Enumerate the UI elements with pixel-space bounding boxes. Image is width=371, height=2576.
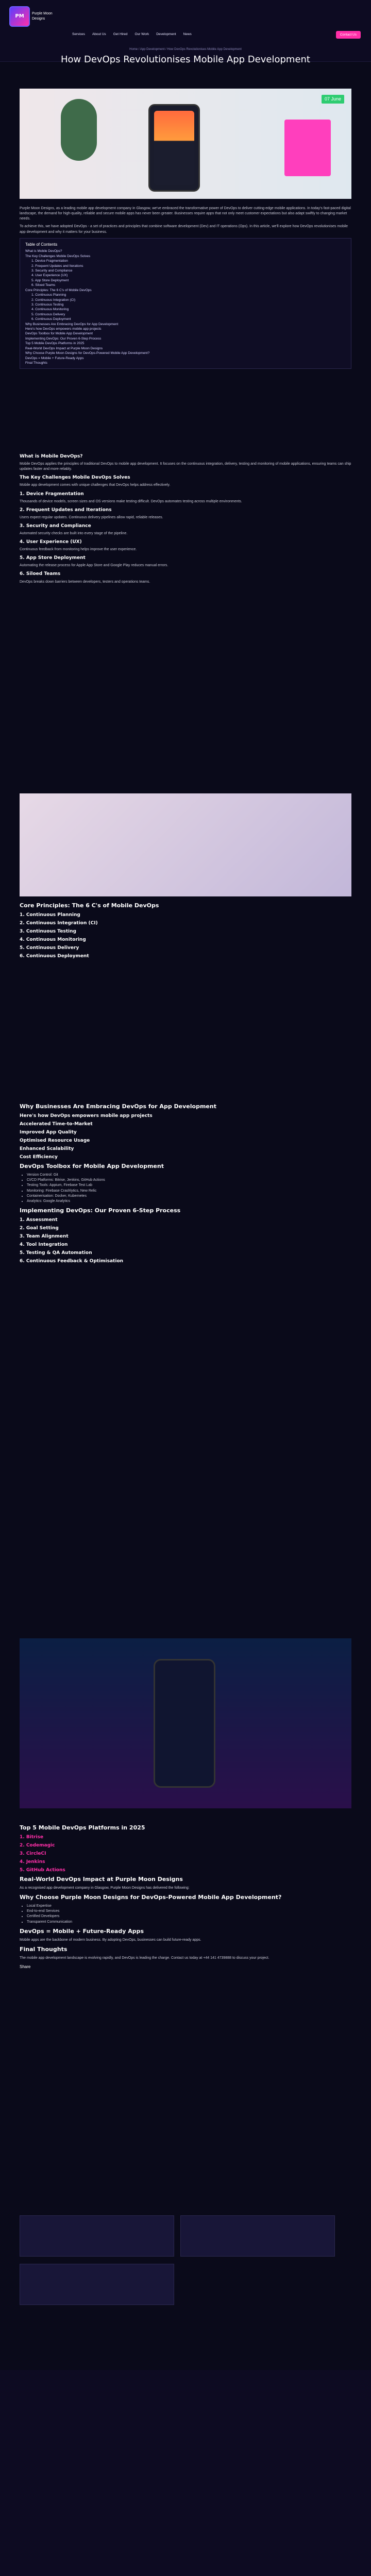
share-label: Share bbox=[20, 1964, 31, 1969]
toc-item[interactable]: 4. Continuous Monitoring bbox=[31, 308, 69, 312]
principles-section bbox=[20, 793, 351, 961]
reason-item: • End-to-end Services bbox=[27, 1909, 351, 1914]
toc-item[interactable]: 6. Continuous Deployment bbox=[31, 317, 71, 321]
intro bbox=[20, 206, 351, 372]
toc-item[interactable]: DevOps = Mobile + Future-Ready Apps bbox=[25, 356, 84, 360]
body-paragraph: Mobile DevOps applies the principles of traditional DevOps to mobile app development. It focuses on the continuous integration, delivery, testing and monitoring of mobile applications, ensuring teams can ship updates faster and more reliably. bbox=[20, 462, 351, 471]
devops-illustration bbox=[20, 793, 351, 896]
benefit-heading: Improved App Quality bbox=[20, 1130, 77, 1136]
toc-item[interactable]: DevOps Toolbox for Mobile App Development bbox=[25, 332, 93, 336]
contact-button[interactable]: Contact Us bbox=[336, 31, 361, 39]
benefit-heading: Enhanced Scalability bbox=[20, 1146, 74, 1152]
platform-link[interactable]: 1. Bitrise bbox=[20, 1834, 44, 1840]
benefit-heading: Cost Efficiency bbox=[20, 1155, 58, 1160]
logo[interactable]: PM bbox=[9, 6, 30, 27]
pink-card-illustration bbox=[284, 120, 331, 176]
section-heading: 4. User Experience (UX) bbox=[20, 539, 82, 545]
tool-item: • Analytics: Google Analytics bbox=[27, 1199, 351, 1204]
related-card[interactable] bbox=[20, 2215, 174, 2257]
section-heading: 6. Siloed Teams bbox=[20, 571, 61, 577]
body-paragraph: As a recognised app development company in Glasgow, Purple Moon Designs has delivered the following: bbox=[20, 1886, 190, 1890]
process-step: 3. Team Alignment bbox=[20, 1234, 69, 1240]
section-heading: The Key Challenges Mobile DevOps Solves bbox=[20, 475, 130, 481]
section-heading: What is Mobile DevOps? bbox=[20, 454, 83, 459]
process-step: 4. Tool Integration bbox=[20, 1242, 68, 1248]
phone-illustration bbox=[148, 104, 200, 192]
principle-heading: 4. Continuous Monitoring bbox=[20, 937, 86, 943]
process-step: 1. Assessment bbox=[20, 1217, 58, 1223]
body-paragraph: Mobile apps are the backbone of modern business. By adopting DevOps, businesses can build future-ready apps. bbox=[20, 1938, 201, 1942]
section-heading: DevOps Toolbox for Mobile App Development bbox=[20, 1163, 164, 1170]
nav-item-work[interactable]: Our Work bbox=[134, 32, 149, 36]
principle-heading: 5. Continuous Delivery bbox=[20, 945, 79, 951]
body-paragraph: The mobile app development landscape is evolving rapidly, and DevOps is leading the charge. Contact us today at +44 141 4739888 to discuss your project. bbox=[20, 1956, 269, 1960]
benefit-heading: Accelerated Time-to-Market bbox=[20, 1121, 93, 1127]
body-paragraph: Automating the release process for Apple App Store and Google Play reduces manual errors. bbox=[20, 564, 168, 568]
tool-item: • Testing Tools: Appium, Firebase Test Lab bbox=[27, 1183, 351, 1188]
site-header bbox=[0, 0, 371, 65]
principle-heading: 6. Continuous Deployment bbox=[20, 954, 89, 959]
intro-paragraph: To achieve this, we have adopted DevOps - a set of practices and principles that combine software development (Dev) and IT operations (Ops). In this article, we'll explore how DevOps revolutionises mobile app development and why it matters for your business. bbox=[20, 225, 348, 234]
tool-item: • Monitoring: Firebase Crashlytics, New Relic bbox=[27, 1189, 351, 1194]
principle-heading: 3. Continuous Testing bbox=[20, 929, 76, 935]
toc-item[interactable]: What is Mobile DevOps? bbox=[25, 249, 62, 253]
section-heading: 2. Frequent Updates and Iterations bbox=[20, 507, 112, 513]
section-heading: 3. Security and Compliance bbox=[20, 523, 91, 529]
section-heading: Top 5 Mobile DevOps Platforms in 2025 bbox=[20, 1824, 145, 1831]
site-footer bbox=[0, 2370, 371, 2576]
section-heading: Real-World DevOps Impact at Purple Moon Designs bbox=[20, 1876, 183, 1883]
toc-item[interactable]: 2. Continuous Integration (CI) bbox=[31, 298, 76, 302]
toc-item[interactable]: Final Thoughts bbox=[25, 361, 47, 365]
section-heading: 5. App Store Deployment bbox=[20, 555, 86, 561]
section-subheading: Here's how DevOps empowers mobile app projects bbox=[20, 1113, 153, 1118]
body-paragraph: Users expect regular updates. Continuous delivery pipelines allow rapid, reliable releases. bbox=[20, 515, 163, 519]
toc-item[interactable]: 5. Continuous Delivery bbox=[31, 312, 65, 316]
toc-item[interactable]: The Key Challenges Mobile DevOps Solves bbox=[25, 254, 91, 258]
section-heading: Why Businesses Are Embracing DevOps for App Development bbox=[20, 1103, 216, 1110]
section-heading: 1. Device Fragmentation bbox=[20, 491, 84, 497]
section-heading: Why Choose Purple Moon Designs for DevOps-Powered Mobile App Development? bbox=[20, 1894, 282, 1901]
toc-item[interactable]: Here's how DevOps empowers mobile app projects bbox=[25, 327, 102, 331]
toc-item[interactable]: 3. Security and Compliance bbox=[31, 268, 73, 273]
date-badge: 07 June bbox=[322, 95, 344, 104]
ui-ux-illustration bbox=[20, 1638, 351, 1808]
toc-item[interactable]: 1. Continuous Planning bbox=[31, 293, 66, 297]
body-paragraph: Continuous feedback from monitoring helps improve the user experience. bbox=[20, 548, 137, 552]
body-paragraph: DevOps breaks down barriers between developers, testers and operations teams. bbox=[20, 580, 150, 584]
toc-item[interactable]: Why Businesses Are Embracing DevOps for App Development bbox=[25, 322, 119, 326]
toc-item[interactable]: 6. Siloed Teams bbox=[31, 283, 56, 287]
section-heading: Implementing DevOps: Our Proven 6-Step Process bbox=[20, 1207, 181, 1214]
section-heading: DevOps = Mobile + Future-Ready Apps bbox=[20, 1927, 144, 1935]
platform-link[interactable]: 4. Jenkins bbox=[20, 1859, 45, 1865]
reason-item: • Transparent Communication bbox=[27, 1920, 351, 1925]
process-step: 2. Goal Setting bbox=[20, 1225, 59, 1231]
nav-item-services[interactable]: Services bbox=[72, 32, 85, 36]
toc-item[interactable]: Implementing DevOps: Our Proven 6-Step Process bbox=[25, 336, 102, 341]
toc-item[interactable]: 5. App Store Deployment bbox=[31, 278, 69, 282]
breadcrumb[interactable]: Home / App Development / How DevOps Revolutionises Mobile App Development bbox=[129, 48, 242, 51]
process-step: 6. Continuous Feedback & Optimisation bbox=[20, 1259, 124, 1264]
benefit-heading: Optimised Resource Usage bbox=[20, 1138, 90, 1144]
related-card[interactable] bbox=[20, 2264, 174, 2305]
nav-item-development[interactable]: Development bbox=[156, 32, 176, 36]
tool-item: • Containerisation: Docker, Kubernetes bbox=[27, 1194, 351, 1199]
section-heading: Core Principles: The 6 C's of Mobile DevOps bbox=[20, 902, 159, 909]
tool-item: • CI/CD Platforms: Bitrise, Jenkins, GitHub Actions bbox=[27, 1178, 351, 1183]
principle-heading: 2. Continuous Integration (CI) bbox=[20, 920, 98, 926]
body-paragraph: Automated security checks are built into every stage of the pipeline. bbox=[20, 531, 128, 535]
why-section bbox=[20, 1103, 351, 1266]
toc-item[interactable]: 4. User Experience (UX) bbox=[31, 274, 68, 278]
top-nav bbox=[72, 32, 192, 37]
nav-item-hired[interactable]: Get Hired bbox=[113, 32, 128, 36]
reason-item: • Local Expertise bbox=[27, 1904, 351, 1909]
platform-link[interactable]: 3. CircleCI bbox=[20, 1851, 46, 1857]
page-title: How DevOps Revolutionises Mobile App Development bbox=[61, 54, 310, 65]
brand-name: Purple Moon Designs bbox=[32, 12, 53, 21]
toc-item[interactable]: 3. Continuous Testing bbox=[31, 302, 64, 307]
intro-paragraph: Purple Moon Designs, as a leading mobile app development company in Glasgow, we've embraced the transformative power of DevOps to deliver cutting-edge mobile applications. In today's fast-paced digital landscape, the demand for high-quality, reliable and secure mobile apps has never been greater. Businesses require apps that not only meet customer expectations but also adapt swiftly to changing market needs. bbox=[20, 207, 351, 221]
platform-link[interactable]: 5. GitHub Actions bbox=[20, 1868, 65, 1873]
toc-title: Table of Contents bbox=[25, 242, 58, 247]
toc-item[interactable]: Core Principles: The 6 C's of Mobile DevOps bbox=[25, 288, 92, 292]
body-paragraph: Mobile app development comes with unique challenges that DevOps helps address effectively. bbox=[20, 483, 171, 487]
related-card[interactable] bbox=[180, 2215, 335, 2257]
reason-item: • Certified Developers bbox=[27, 1914, 351, 1919]
nav-item-news[interactable]: News bbox=[183, 32, 192, 36]
nav-item-about[interactable]: About Us bbox=[92, 32, 106, 36]
process-step: 5. Testing & QA Automation bbox=[20, 1250, 92, 1256]
table-of-contents bbox=[20, 238, 351, 369]
body-paragraph: Thousands of device models, screen sizes and OS versions make testing difficult. DevOps automates testing across multiple environments. bbox=[20, 499, 242, 503]
hero-image bbox=[20, 89, 351, 199]
toc-item[interactable]: Real-World DevOps Impact at Purple Moon Designs bbox=[25, 346, 103, 350]
principle-heading: 1. Continuous Planning bbox=[20, 912, 80, 918]
section-heading: Final Thoughts bbox=[20, 1945, 68, 1953]
plant-illustration bbox=[61, 99, 97, 161]
content-sections bbox=[20, 453, 351, 587]
toc-item[interactable]: Top 5 Mobile DevOps Platforms in 2025 bbox=[25, 342, 85, 346]
toc-item[interactable]: 1. Device Fragmentation bbox=[31, 259, 68, 263]
platform-link[interactable]: 2. Codemagic bbox=[20, 1842, 55, 1848]
toc-item[interactable]: 2. Frequent Updates and Iterations bbox=[31, 264, 83, 268]
tool-item: • Version Control: Git bbox=[27, 1173, 351, 1178]
toc-item[interactable]: Why Choose Purple Moon Designs for DevOps-Powered Mobile App Development? bbox=[25, 351, 150, 355]
platforms-section bbox=[20, 1824, 351, 1970]
related-posts bbox=[20, 2215, 351, 2312]
